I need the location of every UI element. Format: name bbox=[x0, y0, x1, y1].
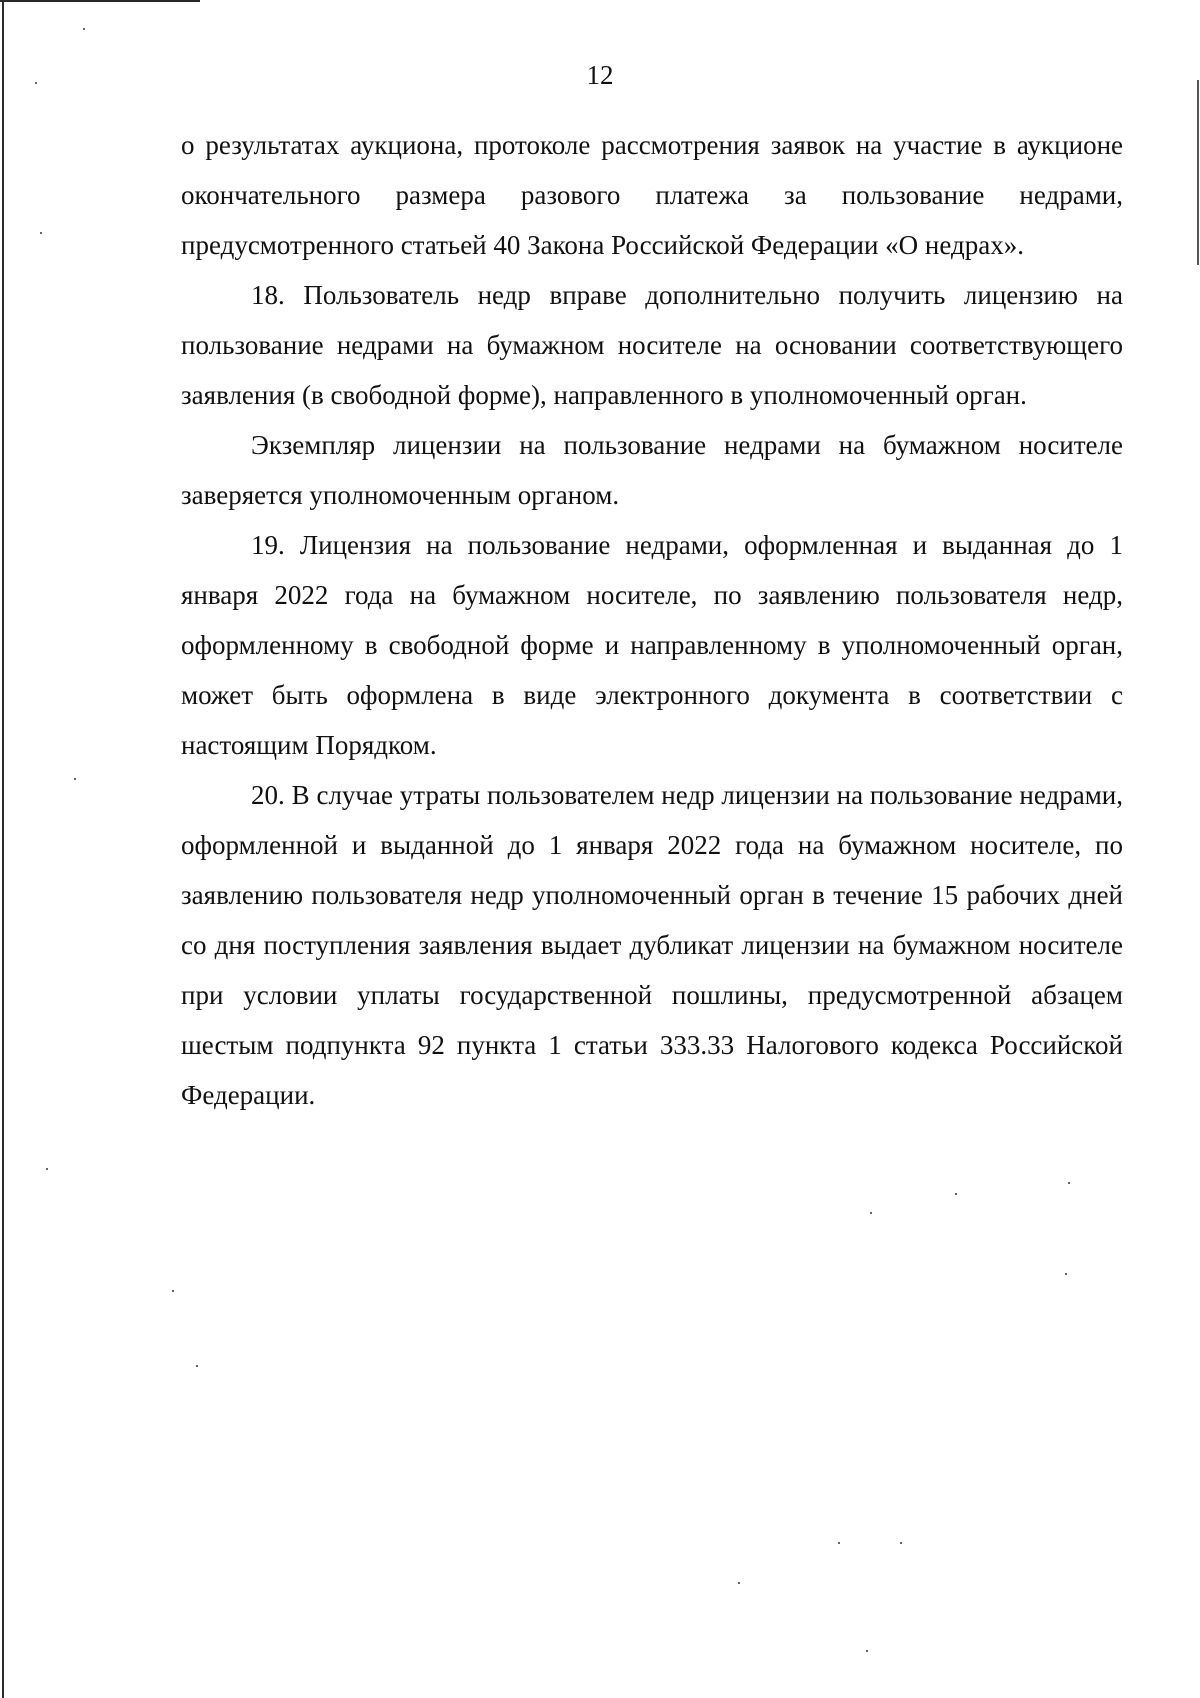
scan-speck bbox=[738, 1582, 740, 1584]
scan-speck bbox=[196, 1365, 198, 1367]
scan-speck bbox=[40, 232, 42, 234]
scan-speck bbox=[46, 1168, 48, 1170]
scan-speck bbox=[83, 28, 85, 30]
scan-speck bbox=[1065, 1273, 1067, 1275]
page-number: 12 bbox=[586, 60, 614, 90]
scan-speck bbox=[172, 1290, 174, 1292]
scan-edge-top bbox=[0, 0, 200, 2]
paragraph-20: 20. В случае утраты пользователем недр лицензии на пользование недрами, оформленной и выданной до 1 января 2022 года на бумажном носителе, по заявлению пользователя недр уполномоченный орган в течение 15 рабочих дней со дня поступления заявления выдает дубликат лицензии на бумажном носителе при условии уплаты государственной пошлины, предусмотренной абзацем шестым подпункта 92 пункта 1 статьи 333.33 Налогового кодекса Российской Федерации. bbox=[181, 780, 1123, 1110]
scan-speck bbox=[955, 1193, 957, 1195]
paragraph-18: 18. Пользователь недр вправе дополнительно получить лицензию на пользование недрами на бумажном носителе на основании соответствующего заявления (в свободной форме), направленного в уполномоченный орган. bbox=[181, 280, 1123, 410]
scan-edge-left bbox=[2, 0, 4, 1698]
scan-edge-right bbox=[1197, 80, 1199, 265]
scan-speck bbox=[866, 1650, 868, 1652]
scan-speck bbox=[838, 1542, 840, 1544]
paragraph-19: 19. Лицензия на пользование недрами, оформленная и выданная до 1 января 2022 года на бумажном носителе, по заявлению пользователя недр, оформленному в свободной форме и направленному в уполномоченный орган, может быть оформлена в виде электронного документа в соответствии с настоящим Порядком. bbox=[181, 530, 1123, 760]
scan-speck bbox=[74, 778, 76, 780]
paragraph-continued: о результатах аукциона, протоколе рассмотрения заявок на участие в аукционе окончательного размера разового платежа за пользование недрами, предусмотренного статьей 40 Закона Российской Федерации «О недрах». bbox=[181, 130, 1123, 260]
document-body bbox=[181, 120, 1123, 1120]
scan-speck bbox=[900, 1542, 902, 1544]
scan-speck bbox=[1068, 1182, 1070, 1184]
scan-speck bbox=[870, 1212, 872, 1214]
paragraph-18-copy: Экземпляр лицензии на пользование недрами на бумажном носителе заверяется уполномоченным органом. bbox=[181, 430, 1123, 510]
scan-speck bbox=[35, 82, 37, 84]
